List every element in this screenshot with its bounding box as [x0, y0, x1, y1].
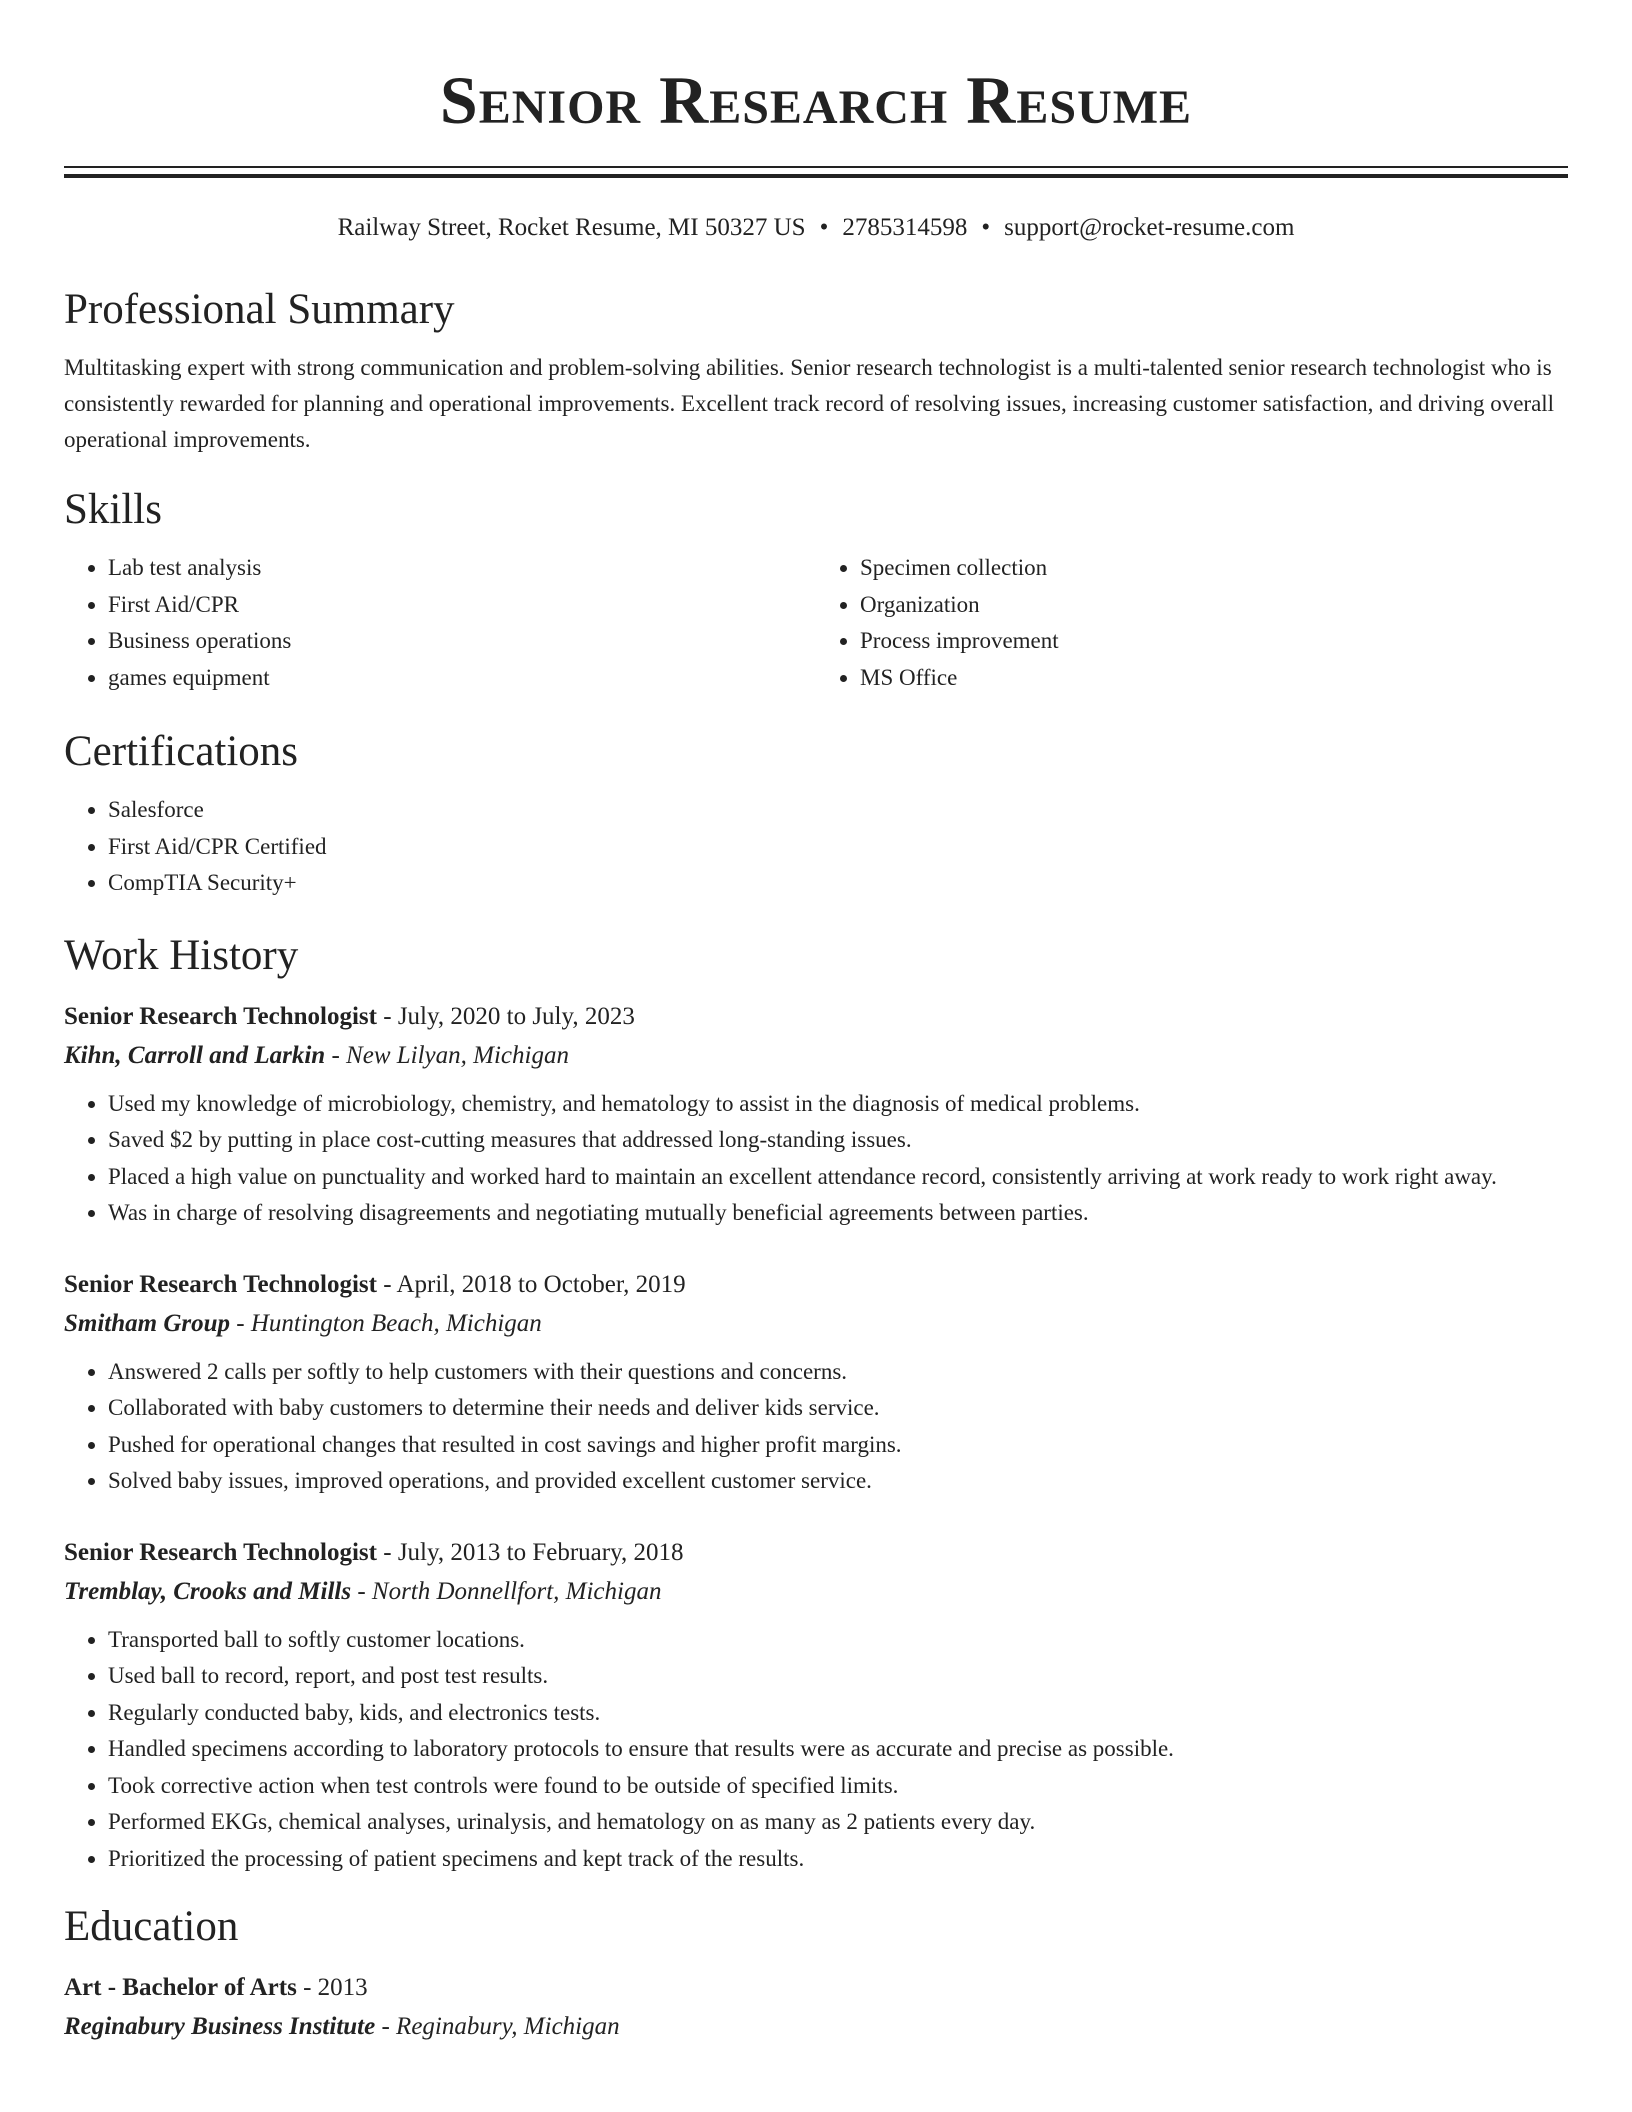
job-company: Tremblay, Crooks and Mills [64, 1577, 352, 1605]
contact-separator: • [981, 214, 991, 241]
certification-item: • CompTIA Security+ [108, 865, 1568, 902]
certification-item: • First Aid/CPR Certified [108, 829, 1568, 866]
job-bullet: • Used my knowledge of microbiology, chemistry, and hematology to assist in the diagnosis of medical problems. [108, 1086, 1568, 1123]
skill-item: • Organization [860, 587, 1568, 624]
contact-address: Railway Street, Rocket Resume, MI 50327 US [337, 214, 806, 241]
job-bullets [64, 1622, 1568, 1878]
job-title-line [64, 1534, 1568, 1572]
skill-item: • MS Office [860, 660, 1568, 697]
education-degree: Art - Bachelor of Arts [64, 1974, 297, 2001]
education-school-line [64, 2007, 1568, 2047]
job-bullet: • Was in charge of resolving disagreements and negotiating mutually beneficial agreements between parties. [108, 1195, 1568, 1232]
certifications-list [64, 792, 1568, 902]
job-dates: - July, 2013 to February, 2018 [377, 1538, 684, 1566]
job-bullet: • Took corrective action when test controls were found to be outside of specified limits. [108, 1768, 1568, 1805]
job-bullet: • Regularly conducted baby, kids, and electronics tests. [108, 1695, 1568, 1732]
job-entry [64, 1266, 1568, 1500]
job-bullets [64, 1354, 1568, 1500]
education-year: - 2013 [296, 1974, 368, 2001]
job-bullet: • Solved baby issues, improved operations, and provided excellent customer service. [108, 1463, 1568, 1500]
skill-item: • First Aid/CPR [108, 587, 816, 624]
job-company: Kihn, Carroll and Larkin [64, 1041, 326, 1069]
job-bullet: • Saved $2 by putting in place cost-cutting measures that addressed long-standing issues. [108, 1122, 1568, 1159]
skill-item: • Process improvement [860, 623, 1568, 660]
skills-heading: Skills [64, 486, 162, 533]
skills-list [64, 550, 1568, 696]
skill-item: • Business operations [108, 623, 816, 660]
skills-column-left [64, 550, 816, 696]
job-location: - North Donnellfort, Michigan [351, 1577, 662, 1605]
education-heading: Education [64, 1903, 239, 1950]
summary-text: Multitasking expert with strong communication and problem-solving abilities. Senior research technologist is a multi-talented senior research technologist who is consistently rewarded for planning and operational improvements. Excellent track record of resolving issues, increasing customer satisfaction, and driving overall operational improvements. [64, 355, 1555, 452]
job-bullet: • Performed EKGs, chemical analyses, urinalysis, and hematology on as many as 2 patients every day. [108, 1804, 1568, 1841]
job-title-line [64, 998, 1568, 1036]
job-bullets [64, 1086, 1568, 1232]
job-company-line [64, 1036, 1568, 1076]
job-bullet: • Collaborated with baby customers to determine their needs and deliver kids service. [108, 1390, 1568, 1427]
resume-page [64, 0, 1568, 2047]
title-rule-top [64, 166, 1568, 168]
job-location: - New Lilyan, Michigan [325, 1041, 569, 1069]
job-bullet: • Handled specimens according to laboratory protocols to ensure that results were as accurate and precise as possible. [108, 1731, 1568, 1768]
skill-item: • games equipment [108, 660, 816, 697]
resume-title: Senior Research Resume [439, 62, 1193, 138]
summary-heading: Professional Summary [64, 286, 455, 333]
job-entry [64, 998, 1568, 1232]
job-dates: - July, 2020 to July, 2023 [377, 1002, 635, 1030]
skills-column-right [816, 550, 1568, 696]
education-school: Reginabury Business Institute [64, 2013, 376, 2040]
job-title: Senior Research Technologist [64, 1270, 377, 1298]
job-bullet: • Prioritized the processing of patient specimens and kept track of the results. [108, 1841, 1568, 1878]
contact-phone: 2785314598 [842, 214, 968, 241]
skill-item: • Specimen collection [860, 550, 1568, 587]
job-company: Smitham Group [64, 1309, 231, 1337]
job-bullet: • Used ball to record, report, and post test results. [108, 1658, 1568, 1695]
work-history-heading: Work History [64, 931, 299, 979]
job-title: Senior Research Technologist [64, 1538, 377, 1566]
education-degree-line [64, 1969, 1568, 2007]
job-entry [64, 1534, 1568, 1878]
contact-email: support@rocket-resume.com [1004, 214, 1295, 241]
job-bullet: • Transported ball to softly customer locations. [108, 1622, 1568, 1659]
job-bullet: • Placed a high value on punctuality and worked hard to maintain an excellent attendance record, consistently arriving at work ready to work right away. [108, 1159, 1568, 1196]
job-title-line [64, 1266, 1568, 1304]
certifications-heading: Certifications [64, 728, 299, 775]
certification-item: • Salesforce [108, 792, 1568, 829]
job-company-line [64, 1304, 1568, 1344]
contact-separator: • [819, 214, 829, 241]
job-bullet: • Answered 2 calls per softly to help customers with their questions and concerns. [108, 1354, 1568, 1391]
title-rule-bottom [64, 174, 1568, 178]
education-entry [64, 1969, 1568, 2047]
job-title: Senior Research Technologist [64, 1002, 377, 1030]
job-bullet: • Pushed for operational changes that resulted in cost savings and higher profit margins. [108, 1427, 1568, 1464]
job-location: - Huntington Beach, Michigan [230, 1309, 542, 1337]
job-company-line [64, 1572, 1568, 1612]
contact-line [64, 212, 1568, 244]
job-dates: - April, 2018 to October, 2019 [377, 1270, 686, 1298]
skill-item: • Lab test analysis [108, 550, 816, 587]
education-location: - Reginabury, Michigan [375, 2013, 620, 2040]
